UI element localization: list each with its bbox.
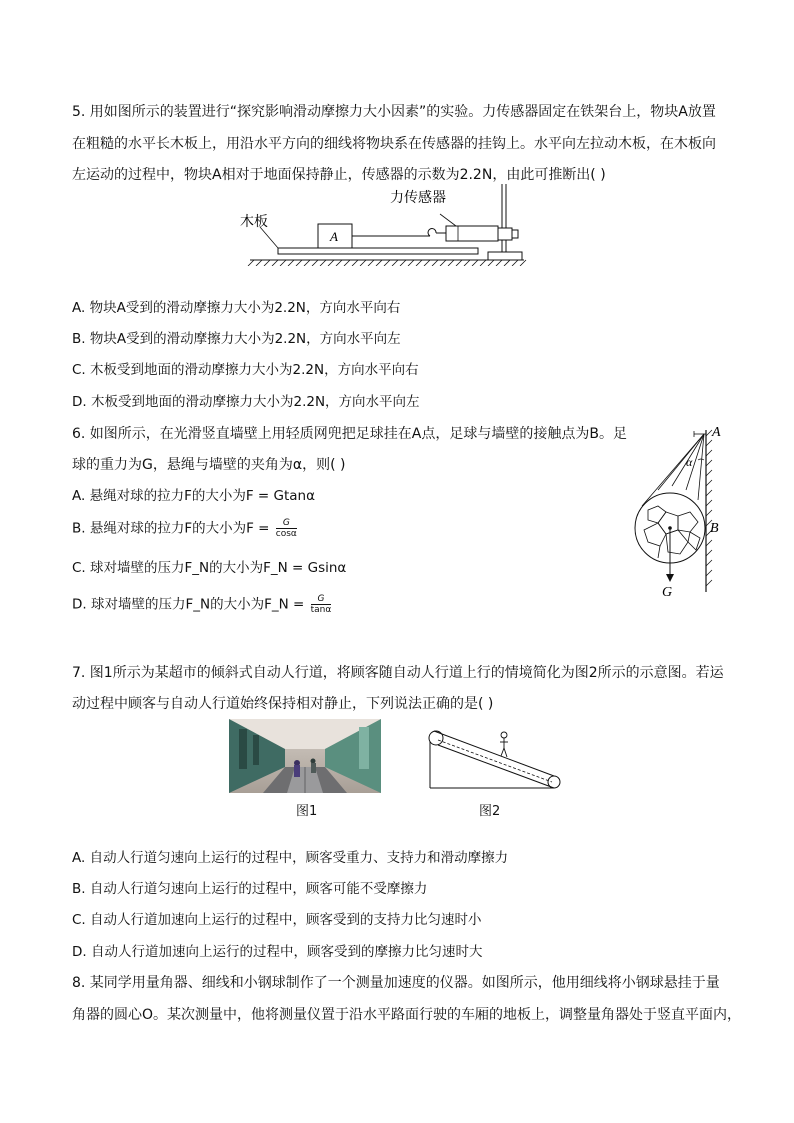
q5-option-d: D. 木板受到地面的滑动摩擦力大小为2.2N，方向水平向左 xyxy=(72,394,420,410)
q5-stem-line3: 左运动的过程中，物块A相对于地面保持静止，传感器的示数为2.2N，由此可推断出( ) xyxy=(72,167,606,183)
q7-stem-line2: 动过程中顾客与自动人行道始终保持相对静止，下列说法正确的是( ) xyxy=(72,696,494,712)
q6-option-d xyxy=(72,594,331,615)
q6-option-b-denominator: cosα xyxy=(275,529,297,539)
q6-option-a: A. 悬绳对球的拉力F的大小为F = Gtanα xyxy=(72,488,315,504)
q5-stem-line2: 在粗糙的水平长木板上，用沿水平方向的细线将物块系在传感器的挂钩上。水平向左拉动木板，在木板向 xyxy=(72,136,716,152)
q5-option-a: A. 物块A受到的滑动摩擦力大小为2.2N，方向水平向右 xyxy=(72,300,401,316)
q5-label-sensor: 力传感器 xyxy=(390,191,446,206)
q8-stem-line1: 8. 某同学用量角器、细线和小钢球制作了一个测量加速度的仪器。如图所示，他用细线将小钢球悬挂于量 xyxy=(72,975,720,991)
q8-stem-line2: 角器的圆心O。某次测量中，他将测量仪置于沿水平路面行驶的车厢的地板上，调整量角器处于竖直平面内， xyxy=(72,1007,742,1023)
q6-option-d-denominator: tanα xyxy=(310,605,332,615)
q7-stem-line1: 7. 图1所示为某超市的倾斜式自动人行道，将顾客随自动人行道上行的情境简化为图2所示的示意图。若运 xyxy=(72,665,724,681)
q7-option-a: A. 自动人行道匀速向上运行的过程中，顾客受重力、支持力和滑动摩擦力 xyxy=(72,850,509,866)
q6-label-alpha: α xyxy=(686,455,693,469)
q7-escalator-photo xyxy=(229,719,381,793)
q6-label-g: G xyxy=(662,585,673,600)
q7-option-b: B. 自动人行道匀速向上运行的过程中，顾客可能不受摩擦力 xyxy=(72,881,428,897)
q7-escalator-diagram xyxy=(422,720,564,792)
q6-football-figure xyxy=(628,420,738,605)
q6-option-c: C. 球对墙壁的压力F_N的大小为F_N = Gsinα xyxy=(72,560,347,576)
q5-label-board: 木板 xyxy=(240,215,268,230)
q7-option-d: D. 自动人行道加速向上运行的过程中，顾客受到的摩擦力比匀速时大 xyxy=(72,944,483,960)
q5-option-c: C. 木板受到地面的滑动摩擦力大小为2.2N，方向水平向右 xyxy=(72,362,419,378)
q7-caption-fig1: 图1 xyxy=(296,804,318,819)
q6-option-b-text: B. 悬绳对球的拉力F的大小为F = xyxy=(72,520,274,537)
q7-option-c: C. 自动人行道加速向上运行的过程中，顾客受到的支持力比匀速时小 xyxy=(72,912,482,928)
q6-label-b: B xyxy=(710,521,719,536)
q7-caption-fig2: 图2 xyxy=(479,804,501,819)
q6-stem-line1: 6. 如图所示，在光滑竖直墙壁上用轻质网兜把足球挂在A点，足球与墙壁的接触点为B。足 xyxy=(72,426,627,442)
q5-option-b: B. 物块A受到的滑动摩擦力大小为2.2N，方向水平向左 xyxy=(72,331,401,347)
q5-label-block: A xyxy=(330,229,338,244)
q6-option-d-numerator: G xyxy=(311,594,332,605)
q6-option-d-text: D. 球对墙壁的压力F_N的大小为F_N = xyxy=(72,596,309,613)
q5-apparatus-figure xyxy=(232,184,532,266)
q6-option-d-fraction xyxy=(311,594,332,615)
q6-option-b xyxy=(72,518,297,539)
q6-option-b-numerator: G xyxy=(276,518,297,529)
q5-stem-line1: 5. 用如图所示的装置进行“探究影响滑动摩擦力大小因素”的实验。力传感器固定在铁架台上，物块A放置 xyxy=(72,104,716,120)
q6-option-b-fraction xyxy=(276,518,297,539)
q6-label-a: A xyxy=(712,425,721,440)
q6-stem-line2: 球的重力为G，悬绳与墙壁的夹角为α，则( ) xyxy=(72,457,346,473)
